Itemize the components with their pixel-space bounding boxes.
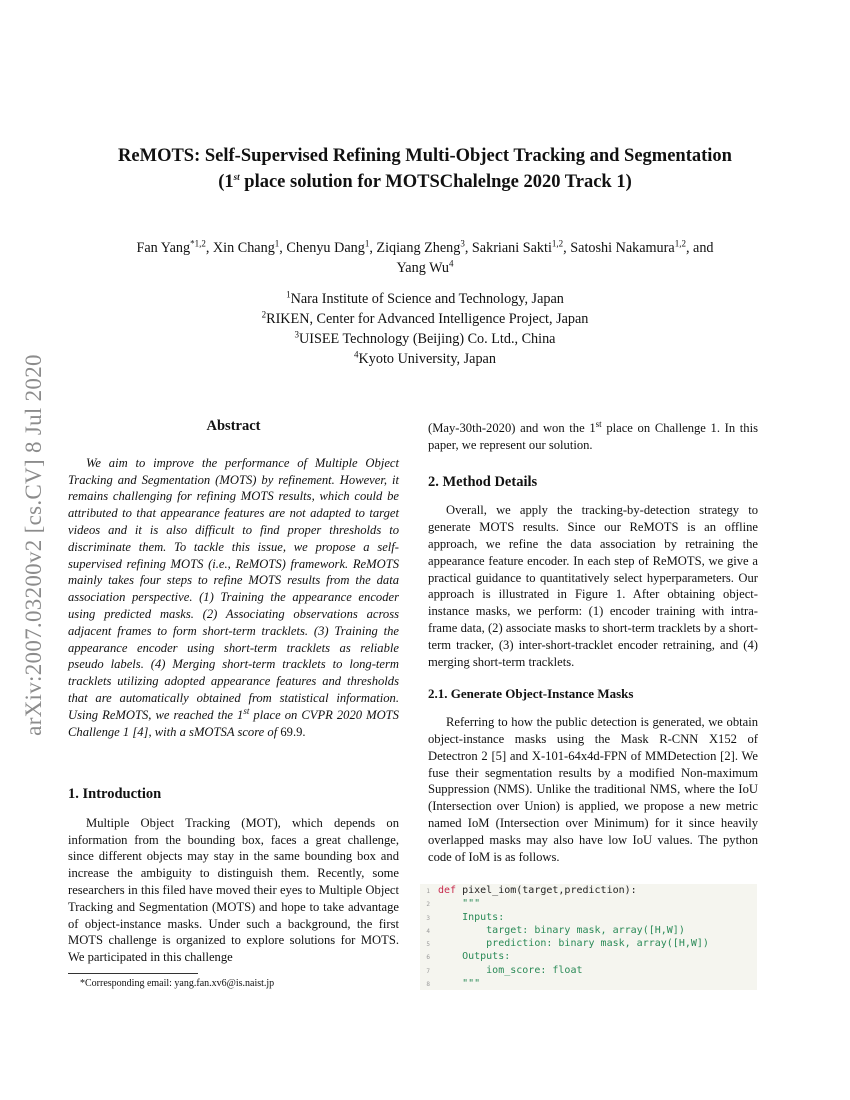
author-0 — [136, 240, 212, 256]
abstract-score: 69.9. — [280, 724, 306, 739]
affiliation-sup: 3 — [294, 329, 300, 340]
affiliation-4 — [0, 351, 850, 368]
author-name: Yang Wu — [396, 260, 449, 276]
code-text: iom_score: float — [438, 964, 583, 976]
title-line1-text: ReMOTS: Self-Supervised Refining Multi-Object Tracking and Segmentation — [118, 146, 732, 166]
code-text: Inputs: — [438, 911, 505, 923]
paper-title-line2 — [0, 172, 850, 193]
code-text: prediction: binary mask, array([H,W]) — [438, 938, 709, 950]
arxiv-stamp-text: arXiv:2007.03200v2 [cs.CV] 8 Jul 2020 — [21, 354, 46, 736]
line-number: 8 — [426, 981, 430, 989]
abstract-sup: st — [243, 705, 250, 716]
abstract-text-b: place on CVPR 2020 MOTS Challenge 1 [4], with a sMOTSA score of — [68, 707, 399, 739]
title-line2-prefix: (1 — [218, 172, 234, 192]
code-text: """ — [438, 898, 481, 910]
title-line2-sup: st — [233, 171, 240, 182]
affiliation-3 — [0, 331, 850, 348]
author-sup: 3 — [460, 238, 465, 249]
abstract-section — [68, 418, 399, 740]
line-number: 6 — [426, 954, 430, 962]
right-column — [428, 420, 758, 865]
subsection-heading: 2.1. Generate Object-Instance Masks — [428, 686, 634, 702]
code-line — [420, 964, 757, 977]
cont-sup: st — [595, 418, 602, 429]
author-sup: 1,2 — [674, 238, 686, 249]
title-line2-suffix: place solution for MOTSChalelnge 2020 Track 1) — [239, 172, 632, 192]
author-name: Satoshi Nakamura — [570, 240, 675, 256]
code-text: target: binary mask, array([H,W]) — [438, 924, 685, 936]
affiliation-sup: 4 — [354, 349, 359, 360]
code-listing — [420, 884, 757, 990]
cont-text-b: place on Challenge 1. In this paper, we represent our solution. — [428, 421, 758, 452]
code-text: """ — [438, 978, 481, 990]
author-sep: , — [205, 240, 213, 256]
author-6 — [396, 260, 453, 276]
method-body: Overall, we apply the tracking-by-detection strategy to generate MOTS results. Since our ReMOTS is an offline approach, we refine the data association by retraining the appearance feature encoder. In each step of ReMOTS, we give a practical guidance to quantitatively select hyperparameters. Our approach is illustrated in Figure 1. After obtaining object-instance masks, we perform: (1) encoder training with intra-frame data, (2) associate masks to short-term tracklets by a short-term tracker, (3) inter-short-tracklet encoder retraining, and (4) merging short-term tracklets. — [428, 503, 758, 669]
affiliation-1 — [0, 291, 850, 308]
affiliation-text: UISEE Technology (Beijing) Co. Ltd., China — [299, 331, 556, 347]
footnote: *Corresponding email: yang.fan.xv6@is.naist.jp — [80, 978, 275, 989]
author-name: Fan Yang — [136, 240, 191, 256]
line-number: 4 — [426, 927, 430, 935]
author-3 — [376, 240, 472, 256]
code-line — [420, 924, 757, 937]
paper-title-line1 — [0, 146, 850, 167]
author-sup: 1 — [274, 238, 280, 249]
author-name: Xin Chang — [212, 240, 275, 256]
author-name: Chenyu Dang — [286, 240, 365, 256]
author-sep: , — [279, 240, 287, 256]
line-number: 2 — [426, 901, 430, 909]
author-5 — [570, 240, 713, 256]
affiliation-text: Nara Institute of Science and Technology, Japan — [290, 291, 564, 307]
author-name: Sakriani Sakti — [471, 240, 552, 256]
affiliation-text: Kyoto University, Japan — [358, 351, 496, 367]
abstract-body — [68, 455, 399, 741]
cont-text-a: (May-30th-2020) and won the 1 — [428, 421, 596, 435]
abstract-text-a: We aim to improve the performance of Multiple Object Tracking and Segmentation (MOTS) by refinement. However, it remains challenging for refining MOTS results, which could be attributed to that appearance features are not adapted to target videos and it is also difficult to find proper thresholds to discriminate them. To tackle this issue, we propose a self-supervised refining MOTS (i.e., ReMOTS) framework. ReMOTS mainly takes four steps to refine MOTS results from the data association perspective. (1) Training the appearance encoder using predicted masks. (2) Associating observations across adjacent frames to form short-term tracklets. (3) Training the appearance encoder using short-term tracklets as reliable pseudo labels. (4) Merging short-term tracklets to long-term tracklets utilizing adopted appearance features and thresholds that are automatically obtained from statistical information. Using ReMOTS, we reached the 1 — [68, 455, 399, 722]
intro-continuation — [428, 420, 758, 454]
introduction-section — [68, 786, 399, 966]
code-text: pixel_iom(target,prediction): — [456, 885, 637, 896]
author-sep: , — [563, 240, 571, 256]
author-sup: *1,2 — [190, 238, 206, 249]
author-sep: , — [369, 240, 377, 256]
affiliation-text: RIKEN, Center for Advanced Intelligence Project, Japan — [266, 311, 589, 327]
code-line — [420, 897, 757, 910]
author-sep: , and — [685, 240, 714, 256]
footnote-divider — [68, 973, 198, 974]
method-heading: 2. Method Details — [428, 473, 538, 490]
author-sup: 4 — [449, 258, 454, 269]
author-4 — [472, 240, 570, 256]
affiliation-sup: 1 — [286, 289, 291, 300]
author-sup: 1 — [364, 238, 370, 249]
code-line — [420, 977, 757, 990]
line-number: 7 — [426, 967, 430, 975]
introduction-heading: 1. Introduction — [68, 786, 162, 802]
code-keyword: def — [438, 885, 457, 896]
author-1 — [213, 240, 286, 256]
affiliation-2 — [0, 311, 850, 328]
code-line — [420, 950, 757, 963]
author-sep: , — [464, 240, 472, 256]
line-number: 3 — [426, 914, 430, 922]
abstract-heading: Abstract — [206, 418, 261, 434]
code-line — [420, 937, 757, 950]
affiliation-sup: 2 — [261, 309, 267, 320]
author-2 — [286, 240, 376, 256]
introduction-body: Multiple Object Tracking (MOT), which depends on information from the bounding box, faces a great challenge, since different objects may stay in the same bounding box and increase the ambiguity to distinguish them. Recently, some researchers in this filed have moved their eyes to Multiple Object Tracking and Segmentation (MOTS) and hope to take advantage of object-instance masks. Under such a background, the first MOTS challenge is organized to explore solutions for MOTS. We participated in this challenge — [68, 815, 399, 965]
line-number: 5 — [426, 941, 430, 949]
code-line — [420, 911, 757, 924]
arxiv-side-stamp — [14, 310, 54, 780]
author-sup: 1,2 — [551, 238, 564, 249]
line-number: 1 — [426, 888, 430, 895]
author-name: Ziqiang Zheng — [376, 240, 461, 256]
author-list — [60, 238, 790, 278]
subsection-body: Referring to how the public detection is generated, we obtain object-instance masks using the Mask R-CNN X152 of Detectron 2 [5] and X-101-64x4d-FPN of MMDetection [2]. We fuse their segmentation results by a modified Non-maximum Suppression (NMS). Unlike the traditional NMS, where the IoU (Intersection over Union) is applied, we propose a new metric named IoM (Intersection over Minimum) for it since heavily overlapped masks may also have low IoU values. The python code of IoM is as follows. — [428, 715, 758, 864]
code-line — [420, 884, 757, 897]
code-text: Outputs: — [438, 951, 511, 963]
